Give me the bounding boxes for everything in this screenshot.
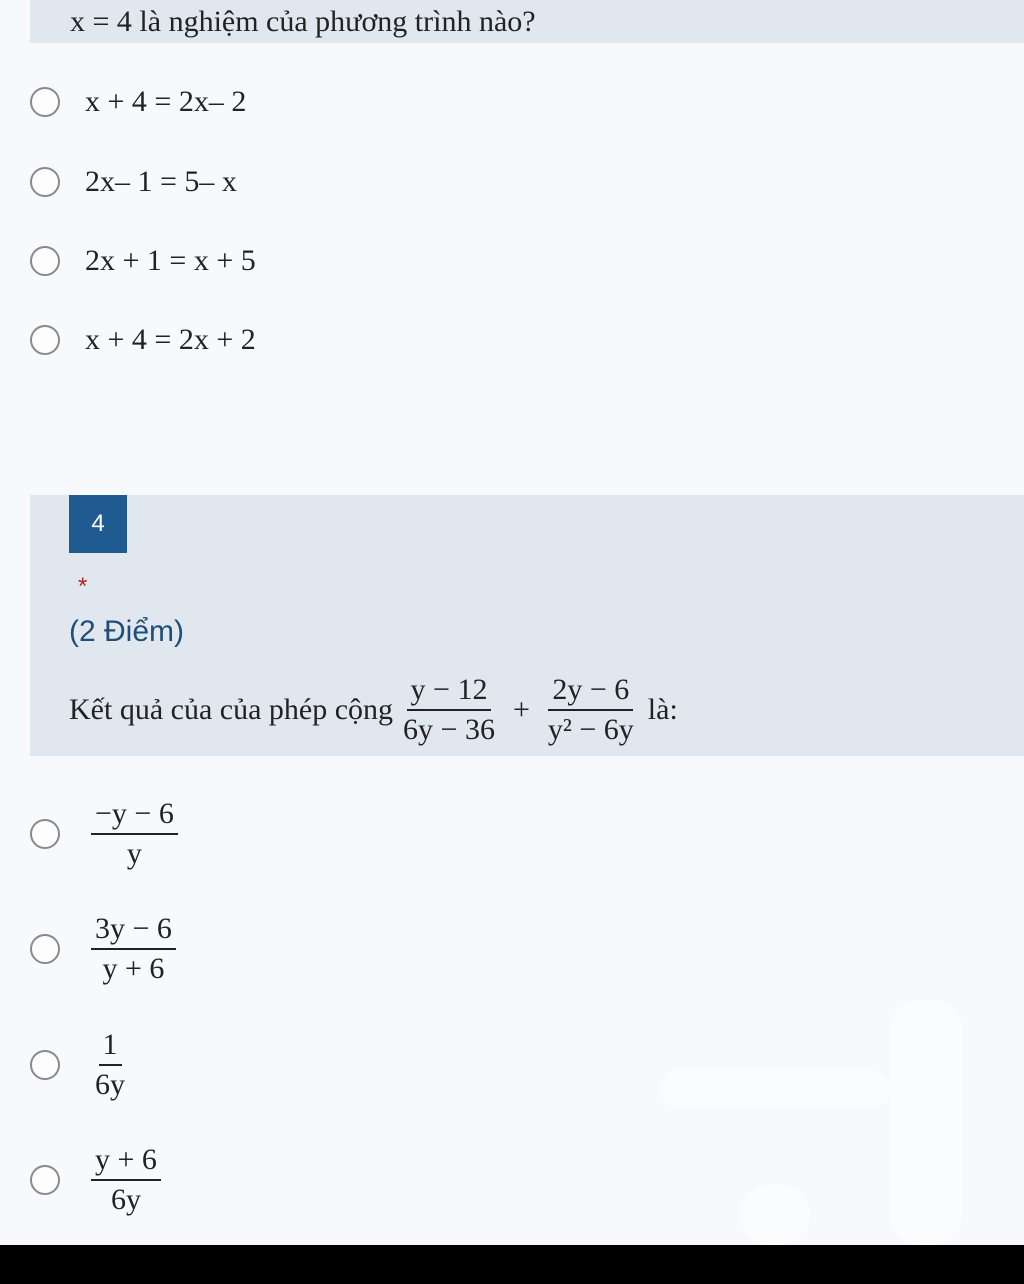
option-fraction <box>91 910 176 988</box>
screen-bottom-bar <box>0 1245 1024 1284</box>
fraction-denominator: y <box>126 837 142 870</box>
background-shape <box>890 1000 962 1245</box>
fraction-numerator: y − 12 <box>407 671 492 711</box>
radio-button[interactable] <box>30 819 60 849</box>
option-label: x + 4 = 2x + 2 <box>85 323 256 356</box>
fraction-denominator: 6y <box>95 1068 125 1101</box>
fraction-numerator: y + 6 <box>91 1141 161 1181</box>
plus-sign: + <box>512 693 530 726</box>
fraction-denominator: 6y − 36 <box>403 713 495 746</box>
fraction-denominator: 6y <box>110 1183 141 1216</box>
fraction-numerator: 3y − 6 <box>91 910 176 950</box>
radio-button[interactable] <box>30 1050 60 1080</box>
question-1-header <box>30 0 1024 43</box>
fraction-term-1 <box>399 671 499 749</box>
q1-option-2[interactable] <box>30 152 237 212</box>
question-2-title <box>69 671 678 749</box>
fraction-denominator: y² − 6y <box>547 713 634 746</box>
q2-option-2[interactable] <box>30 910 182 988</box>
question-2-header <box>30 495 1024 756</box>
radio-button[interactable] <box>30 167 60 197</box>
fraction-numerator: 1 <box>99 1026 122 1066</box>
fraction-denominator: y + 6 <box>102 952 165 985</box>
q2-option-3[interactable] <box>30 1026 135 1104</box>
option-label: 2x– 1 = 5– x <box>85 165 237 198</box>
radio-button[interactable] <box>30 325 60 355</box>
option-fraction <box>91 795 178 873</box>
option-label: 2x + 1 = x + 5 <box>85 244 256 277</box>
q1-option-3[interactable] <box>30 231 256 291</box>
question-points: (2 Điểm) <box>69 615 185 648</box>
radio-button[interactable] <box>30 934 60 964</box>
radio-button[interactable] <box>30 87 60 117</box>
q1-option-4[interactable] <box>30 310 256 370</box>
option-fraction <box>91 1026 129 1104</box>
fraction-numerator: 2y − 6 <box>548 671 633 711</box>
q1-option-1[interactable] <box>30 72 246 132</box>
question-1-title: x = 4 là nghiệm của phương trình nào? <box>70 5 536 38</box>
fraction-term-2 <box>544 671 638 749</box>
option-fraction <box>91 1141 161 1219</box>
fraction-numerator: −y − 6 <box>91 795 178 835</box>
question-number-badge: 4 <box>69 495 127 553</box>
title-prefix: Kết quả của của phép cộng <box>69 693 394 726</box>
background-shape <box>740 1185 810 1245</box>
required-asterisk: * <box>78 573 88 600</box>
title-suffix: là: <box>647 693 678 726</box>
q2-option-4[interactable] <box>30 1141 167 1219</box>
q2-option-1[interactable] <box>30 795 184 873</box>
radio-button[interactable] <box>30 246 60 276</box>
background-shape <box>660 1070 890 1108</box>
option-label: x + 4 = 2x– 2 <box>85 85 247 118</box>
radio-button[interactable] <box>30 1165 60 1195</box>
